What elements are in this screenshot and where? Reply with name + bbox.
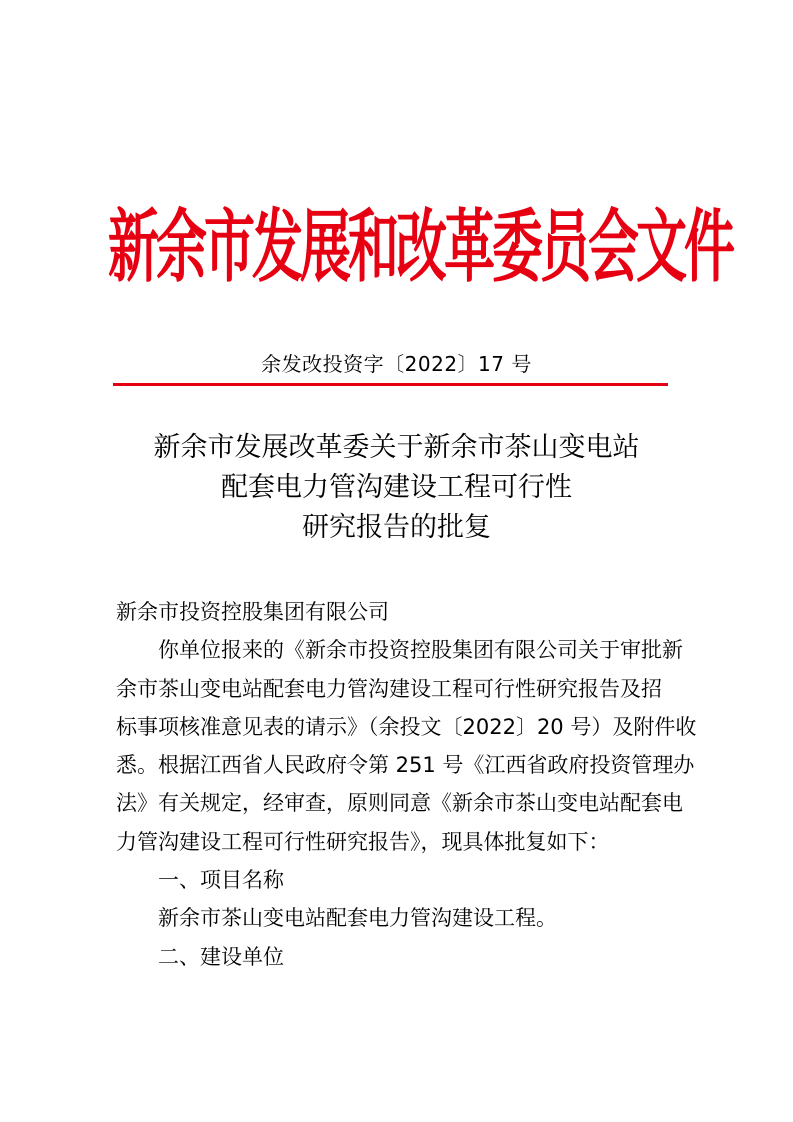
section-1-heading: 一、项目名称 — [158, 868, 284, 893]
paragraph-line: 法》有关规定，经审查，原则同意《新余市茶山变电站配套电 — [116, 791, 683, 816]
paragraph-line: 悉。根据江西省人民政府令第 251 号《江西省政府投资管理办 — [116, 753, 695, 778]
section-2-heading: 二、建设单位 — [158, 944, 284, 969]
paragraph-line: 标事项核准意见表的请示》（余投文〔2022〕20 号）及附件收 — [116, 714, 697, 739]
document-title — [0, 428, 793, 548]
title-line-3: 研究报告的批复 — [302, 512, 491, 543]
document-body — [116, 593, 697, 976]
section-1-content: 新余市茶山变电站配套电力管沟建设工程。 — [158, 906, 557, 931]
title-line-2: 配套电力管沟建设工程可行性 — [221, 472, 572, 503]
document-number: 余发改投资字〔2022〕17 号 — [261, 352, 532, 376]
paragraph-line: 你单位报来的《新余市投资控股集团有限公司关于审批新 — [158, 638, 683, 663]
paragraph-line: 余市茶山变电站配套电力管沟建设工程可行性研究报告及招 — [116, 676, 662, 701]
red-divider-line — [113, 383, 668, 386]
document-header-title: 新余市发展和改革委员会文件 — [108, 201, 733, 294]
paragraph-line: 力管沟建设工程可行性研究报告》，现具体批复如下： — [116, 829, 610, 854]
addressee: 新余市投资控股集团有限公司 — [116, 600, 389, 624]
title-line-1: 新余市发展改革委关于新余市茶山变电站 — [153, 432, 640, 463]
